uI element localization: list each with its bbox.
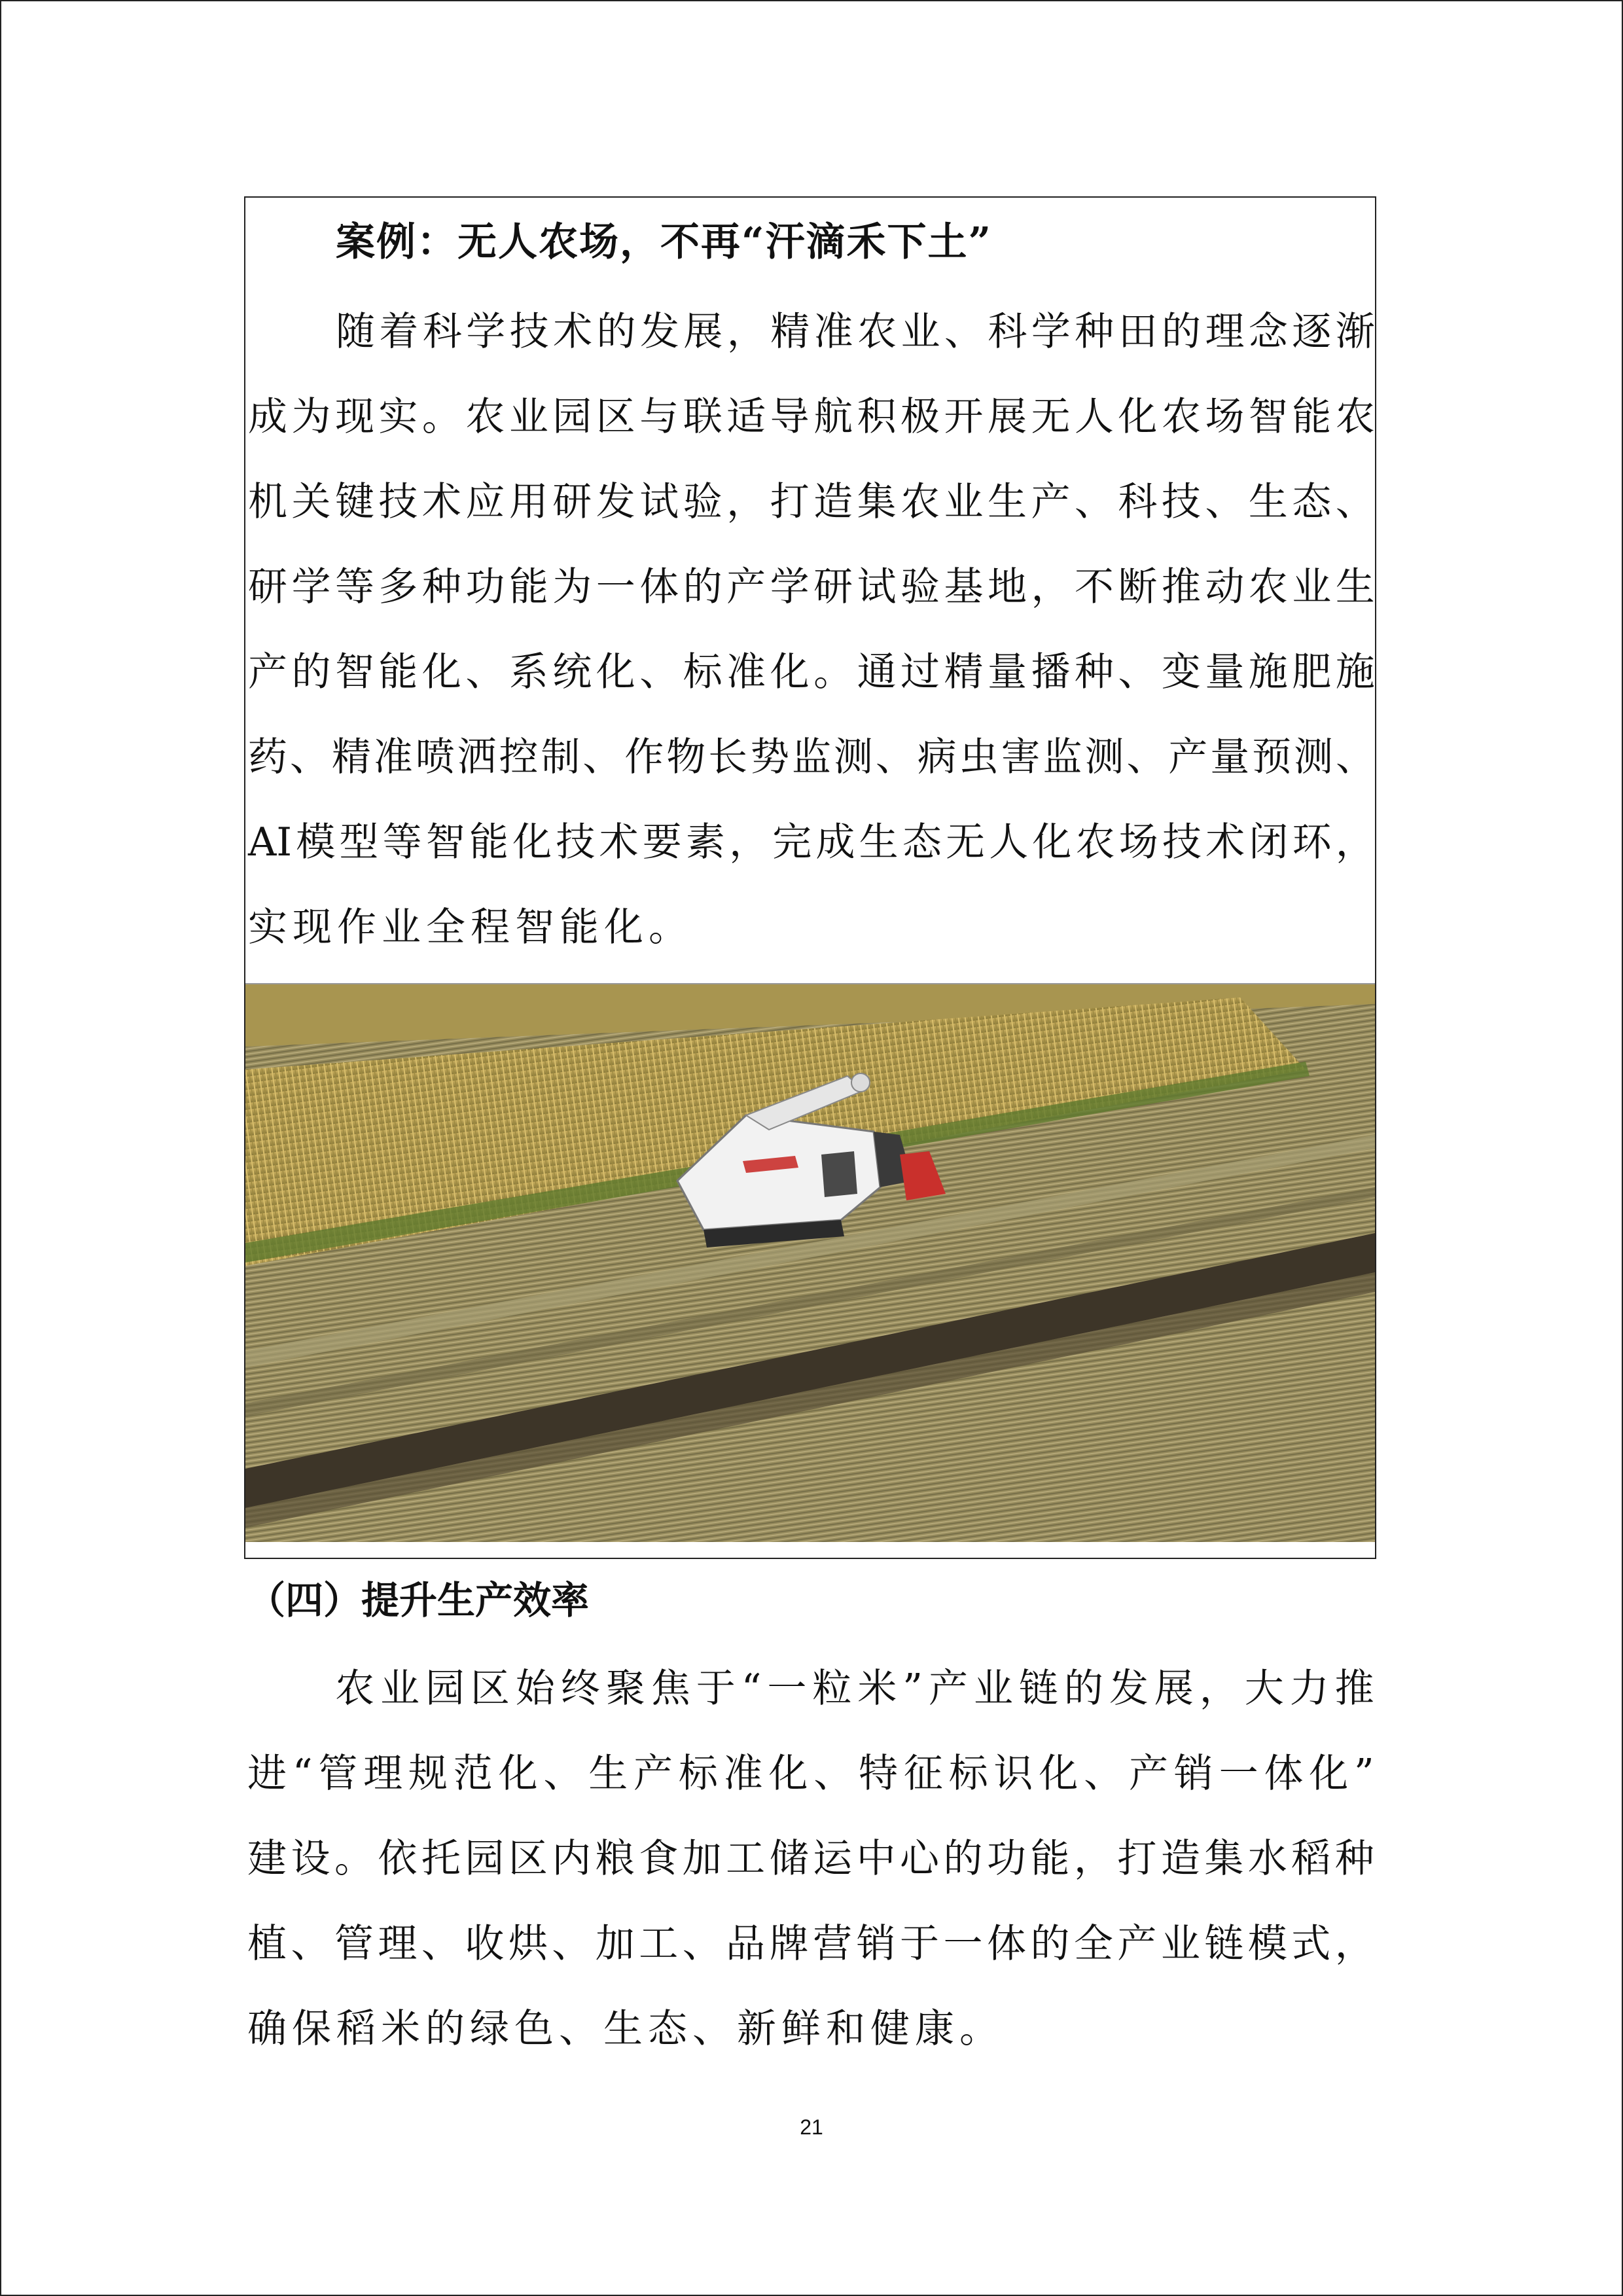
case-line-6: 药 、 精 准 喷 洒 控 制 、 作 物 长 势 监 测 、 病 虫 害 监 测 、 产 量 预 测 、 [248, 734, 1375, 780]
harvester-photo [245, 983, 1375, 1542]
case-box [244, 196, 1376, 1559]
body-line-2: 进 “ 管 理 规 范 化 、 生 产 标 准 化 、 特 征 标 识 化 、 产 销 一 体 化 ” [247, 1751, 1374, 1797]
page-number: 21 [800, 2115, 823, 2139]
body-line-4: 植 、 管 理 、 收 烘 、 加 工 、 品 牌 营 销 于 一 体 的 全 产 业 链 模 式 ， [247, 1921, 1374, 1967]
case-line-5: 产 的 智 能 化 、 系 统 化 、 标 准 化 。 通 过 精 量 播 种 、 变 量 施 肥 施 [248, 649, 1375, 695]
case-line-2: 成 为 现 实 。 农 业 园 区 与 联 适 导 航 积 极 开 展 无 人 化 农 场 智 能 农 [248, 394, 1375, 440]
case-line-7: AI 模 型 等 智 能 化 技 术 要 素 ， 完 成 生 态 无 人 化 农 场 技 术 闭 环 ， [248, 819, 1375, 865]
body-line-1: 农 业 园 区 始 终 聚 焦 于 “ 一 粒 米 ” 产 业 链 的 发 展 ， 大 力 推 [335, 1666, 1374, 1712]
case-line-4: 研 学 等 多 种 功 能 为 一 体 的 产 学 研 试 验 基 地 ， 不 断 推 动 农 业 生 [248, 564, 1375, 610]
body-line-5: 确 保 稻 米 的 绿 色 、 生 态 、 新 鲜 和 健 康 。 [247, 2006, 1004, 2052]
section-heading: （四）提升生产效率 [247, 1578, 590, 1623]
case-line-8: 实 现 作 业 全 程 智 能 化 。 [248, 905, 693, 950]
case-title: 案例：无人农场，不再“汗滴禾下土” [336, 219, 993, 265]
body-line-3: 建 设 。 依 托 园 区 内 粮 食 加 工 储 运 中 心 的 功 能 ， 打 造 集 水 稻 种 [247, 1836, 1374, 1882]
case-line-1: 随 着 科 学 技 术 的 发 展 ， 精 准 农 业 、 科 学 种 田 的 理 念 逐 渐 [336, 309, 1375, 355]
case-line-3: 机 关 键 技 术 应 用 研 发 试 验 ， 打 造 集 农 业 生 产 、 科 技 、 生 态 、 [248, 479, 1375, 525]
